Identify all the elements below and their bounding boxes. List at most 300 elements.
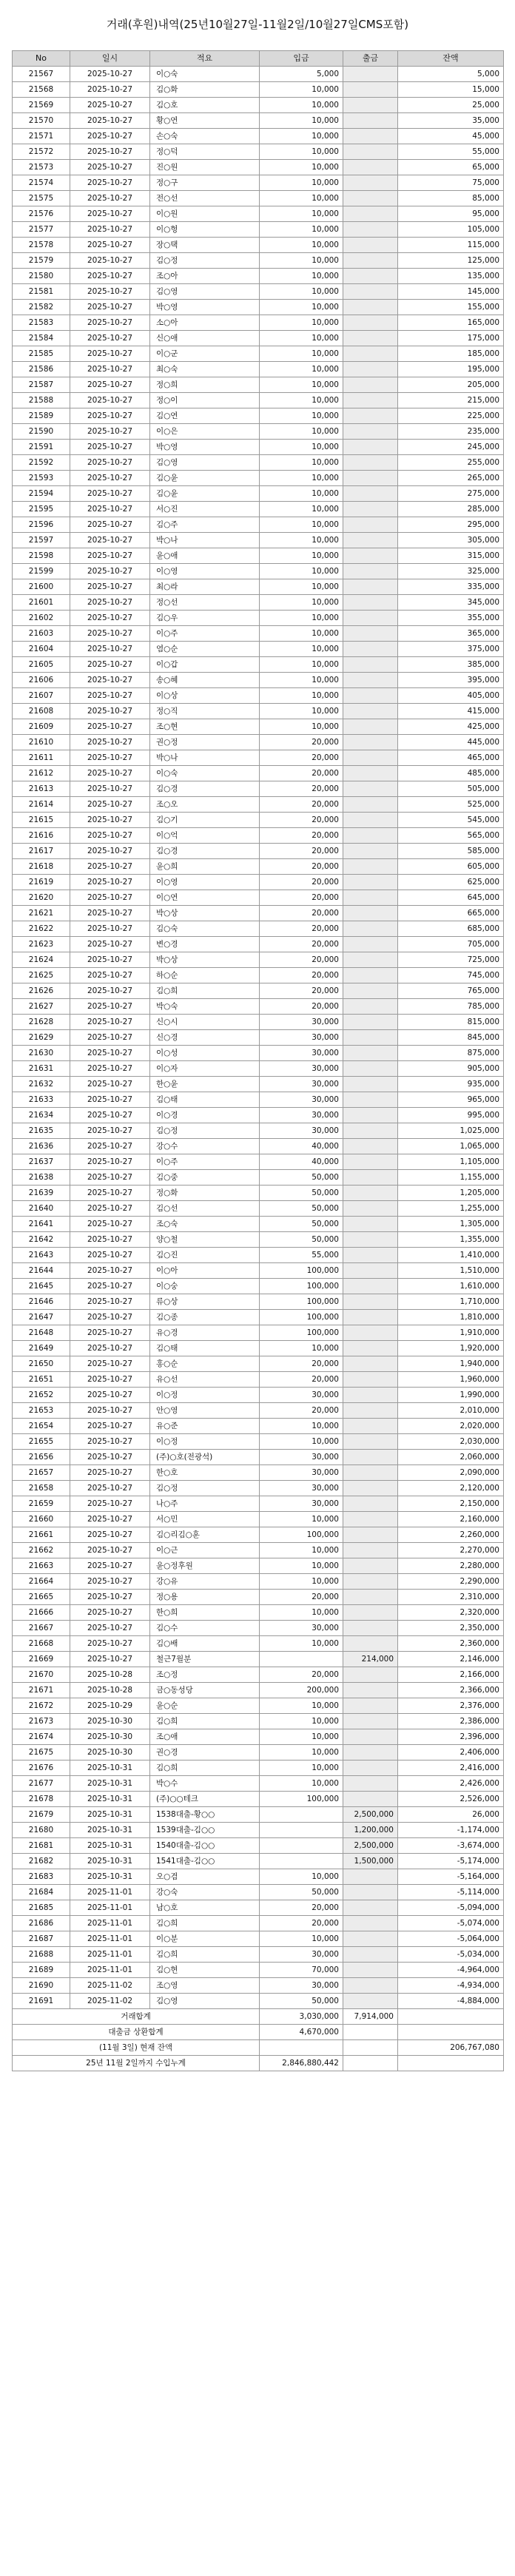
table-row bbox=[13, 1356, 504, 1372]
row-date: 2025-10-27 bbox=[70, 1201, 150, 1217]
row-withdrawal bbox=[343, 859, 398, 875]
row-withdrawal bbox=[343, 657, 398, 673]
row-withdrawal bbox=[343, 1978, 398, 1994]
row-date: 2025-10-27 bbox=[70, 1046, 150, 1061]
row-no: 21618 bbox=[13, 859, 70, 875]
row-withdrawal bbox=[343, 1388, 398, 1403]
row-memo: 김○경 bbox=[150, 781, 260, 797]
row-no: 21624 bbox=[13, 952, 70, 968]
row-balance: 2,366,000 bbox=[398, 1683, 504, 1698]
row-date: 2025-10-27 bbox=[70, 999, 150, 1015]
row-no: 21623 bbox=[13, 937, 70, 952]
row-withdrawal bbox=[343, 1590, 398, 1605]
row-deposit: 30,000 bbox=[260, 1621, 343, 1636]
table-row bbox=[13, 67, 504, 82]
row-date: 2025-10-27 bbox=[70, 657, 150, 673]
row-balance: 1,610,000 bbox=[398, 1279, 504, 1294]
row-deposit: 10,000 bbox=[260, 1419, 343, 1434]
row-date: 2025-10-27 bbox=[70, 206, 150, 222]
row-date: 2025-10-31 bbox=[70, 1792, 150, 1807]
row-balance: 2,350,000 bbox=[398, 1621, 504, 1636]
row-date: 2025-10-27 bbox=[70, 1543, 150, 1558]
row-deposit: 40,000 bbox=[260, 1154, 343, 1170]
table-row bbox=[13, 999, 504, 1015]
row-memo: 김○숙 bbox=[150, 921, 260, 937]
row-deposit: 10,000 bbox=[260, 1729, 343, 1745]
row-withdrawal bbox=[343, 393, 398, 408]
row-balance: 505,000 bbox=[398, 781, 504, 797]
row-no: 21581 bbox=[13, 284, 70, 300]
row-no: 21597 bbox=[13, 533, 70, 548]
row-date: 2025-10-27 bbox=[70, 735, 150, 750]
table-row bbox=[13, 1605, 504, 1621]
row-balance: 965,000 bbox=[398, 1092, 504, 1108]
row-deposit: 10,000 bbox=[260, 471, 343, 486]
table-row bbox=[13, 688, 504, 704]
row-withdrawal bbox=[343, 238, 398, 253]
row-withdrawal bbox=[343, 1263, 398, 1279]
table-row bbox=[13, 890, 504, 906]
row-balance: 215,000 bbox=[398, 393, 504, 408]
table-row bbox=[13, 1761, 504, 1776]
table-row bbox=[13, 1030, 504, 1046]
row-balance: 1,065,000 bbox=[398, 1139, 504, 1154]
row-date: 2025-10-27 bbox=[70, 377, 150, 393]
row-balance: -5,094,000 bbox=[398, 1900, 504, 1916]
row-no: 21596 bbox=[13, 517, 70, 533]
current-balance-row bbox=[13, 2040, 504, 2056]
row-balance: 2,166,000 bbox=[398, 1667, 504, 1683]
row-withdrawal bbox=[343, 502, 398, 517]
table-row bbox=[13, 455, 504, 471]
row-deposit: 50,000 bbox=[260, 1170, 343, 1186]
row-withdrawal: 214,000 bbox=[343, 1652, 398, 1667]
row-memo: 박○수 bbox=[150, 1776, 260, 1792]
row-date: 2025-10-31 bbox=[70, 1838, 150, 1854]
row-deposit: 10,000 bbox=[260, 315, 343, 331]
row-memo: 이○숙 bbox=[150, 766, 260, 781]
row-no: 21583 bbox=[13, 315, 70, 331]
row-deposit: 10,000 bbox=[260, 129, 343, 144]
row-balance: 995,000 bbox=[398, 1108, 504, 1123]
row-withdrawal bbox=[343, 1248, 398, 1263]
row-withdrawal bbox=[343, 1496, 398, 1512]
row-balance: 565,000 bbox=[398, 828, 504, 844]
row-memo: 이○군 bbox=[150, 346, 260, 362]
row-withdrawal bbox=[343, 533, 398, 548]
row-no: 21666 bbox=[13, 1605, 70, 1621]
row-memo: 김○수 bbox=[150, 1621, 260, 1636]
header-withdrawal: 출금 bbox=[343, 51, 398, 67]
row-deposit: 30,000 bbox=[260, 1108, 343, 1123]
row-deposit: 50,000 bbox=[260, 1885, 343, 1900]
table-row bbox=[13, 1838, 504, 1854]
row-date: 2025-10-27 bbox=[70, 766, 150, 781]
row-deposit: 10,000 bbox=[260, 657, 343, 673]
row-memo: 김○희 bbox=[150, 983, 260, 999]
row-date: 2025-10-27 bbox=[70, 1232, 150, 1248]
row-balance: 465,000 bbox=[398, 750, 504, 766]
row-withdrawal bbox=[343, 315, 398, 331]
row-withdrawal bbox=[343, 1403, 398, 1419]
loan-repay-label: 대출금 상환합계 bbox=[13, 2025, 260, 2040]
table-row bbox=[13, 952, 504, 968]
row-deposit: 20,000 bbox=[260, 1356, 343, 1372]
row-no: 21589 bbox=[13, 408, 70, 424]
row-withdrawal bbox=[343, 595, 398, 611]
row-memo: 김○주 bbox=[150, 517, 260, 533]
row-balance: 385,000 bbox=[398, 657, 504, 673]
row-date: 2025-10-27 bbox=[70, 1030, 150, 1046]
row-date: 2025-10-27 bbox=[70, 1123, 150, 1139]
table-row bbox=[13, 471, 504, 486]
row-balance: 335,000 bbox=[398, 579, 504, 595]
row-memo: 염○순 bbox=[150, 642, 260, 657]
row-balance: 705,000 bbox=[398, 937, 504, 952]
row-deposit: 20,000 bbox=[260, 952, 343, 968]
row-date: 2025-10-27 bbox=[70, 719, 150, 735]
row-withdrawal bbox=[343, 1341, 398, 1356]
row-withdrawal bbox=[343, 98, 398, 113]
row-deposit: 20,000 bbox=[260, 844, 343, 859]
row-deposit: 100,000 bbox=[260, 1310, 343, 1325]
row-no: 21671 bbox=[13, 1683, 70, 1698]
row-withdrawal bbox=[343, 1543, 398, 1558]
table-row bbox=[13, 1621, 504, 1636]
row-memo: 이○상 bbox=[150, 688, 260, 704]
row-date: 2025-10-28 bbox=[70, 1667, 150, 1683]
row-no: 21651 bbox=[13, 1372, 70, 1388]
table-row bbox=[13, 1139, 504, 1154]
row-no: 21645 bbox=[13, 1279, 70, 1294]
header-row bbox=[13, 51, 504, 67]
cumulative-income-row bbox=[13, 2056, 504, 2071]
row-deposit: 10,000 bbox=[260, 144, 343, 160]
row-memo: 김○태 bbox=[150, 1092, 260, 1108]
row-balance: 285,000 bbox=[398, 502, 504, 517]
row-withdrawal bbox=[343, 113, 398, 129]
cumulative-income-empty-2 bbox=[398, 2056, 504, 2071]
row-withdrawal bbox=[343, 1108, 398, 1123]
table-row bbox=[13, 1496, 504, 1512]
row-deposit: 10,000 bbox=[260, 719, 343, 735]
row-deposit: 20,000 bbox=[260, 890, 343, 906]
row-deposit bbox=[260, 1823, 343, 1838]
row-no: 21635 bbox=[13, 1123, 70, 1139]
row-withdrawal bbox=[343, 1154, 398, 1170]
row-withdrawal bbox=[343, 611, 398, 626]
row-memo: 전○선 bbox=[150, 191, 260, 206]
row-memo: 최○숙 bbox=[150, 362, 260, 377]
header-no: No bbox=[13, 51, 70, 67]
row-withdrawal bbox=[343, 1015, 398, 1030]
cumulative-income-empty-1 bbox=[343, 2056, 398, 2071]
row-date: 2025-10-27 bbox=[70, 1310, 150, 1325]
row-no: 21634 bbox=[13, 1108, 70, 1123]
table-row bbox=[13, 269, 504, 284]
row-date: 2025-10-27 bbox=[70, 642, 150, 657]
row-no: 21616 bbox=[13, 828, 70, 844]
row-balance: 1,025,000 bbox=[398, 1123, 504, 1139]
row-memo: 나○주 bbox=[150, 1496, 260, 1512]
table-row bbox=[13, 533, 504, 548]
row-memo: 철근7월분 bbox=[150, 1652, 260, 1667]
row-deposit: 10,000 bbox=[260, 331, 343, 346]
row-deposit: 20,000 bbox=[260, 968, 343, 983]
row-date: 2025-10-27 bbox=[70, 1450, 150, 1465]
row-balance: -5,164,000 bbox=[398, 1869, 504, 1885]
row-no: 21642 bbox=[13, 1232, 70, 1248]
row-no: 21688 bbox=[13, 1947, 70, 1963]
row-deposit: 100,000 bbox=[260, 1325, 343, 1341]
table-row bbox=[13, 1170, 504, 1186]
table-row bbox=[13, 1419, 504, 1434]
row-memo: 이○영 bbox=[150, 875, 260, 890]
row-date: 2025-10-27 bbox=[70, 144, 150, 160]
row-deposit: 10,000 bbox=[260, 1574, 343, 1590]
table-row bbox=[13, 408, 504, 424]
row-balance: 605,000 bbox=[398, 859, 504, 875]
row-no: 21664 bbox=[13, 1574, 70, 1590]
row-date: 2025-10-31 bbox=[70, 1869, 150, 1885]
row-no: 21670 bbox=[13, 1667, 70, 1683]
table-row bbox=[13, 844, 504, 859]
row-date: 2025-10-27 bbox=[70, 828, 150, 844]
row-no: 21639 bbox=[13, 1186, 70, 1201]
row-deposit: 10,000 bbox=[260, 486, 343, 502]
row-withdrawal bbox=[343, 1885, 398, 1900]
row-memo: 권○정 bbox=[150, 735, 260, 750]
row-memo: 금○동성당 bbox=[150, 1683, 260, 1698]
row-balance: 265,000 bbox=[398, 471, 504, 486]
row-deposit: 10,000 bbox=[260, 238, 343, 253]
row-withdrawal bbox=[343, 1667, 398, 1683]
table-row bbox=[13, 1729, 504, 1745]
row-no: 21588 bbox=[13, 393, 70, 408]
row-no: 21576 bbox=[13, 206, 70, 222]
row-deposit: 10,000 bbox=[260, 362, 343, 377]
row-balance: 815,000 bbox=[398, 1015, 504, 1030]
row-memo: 김○희 bbox=[150, 1761, 260, 1776]
row-deposit: 30,000 bbox=[260, 1030, 343, 1046]
row-withdrawal bbox=[343, 377, 398, 393]
table-row bbox=[13, 1046, 504, 1061]
row-withdrawal bbox=[343, 346, 398, 362]
row-memo: 김○연 bbox=[150, 408, 260, 424]
row-deposit: 10,000 bbox=[260, 98, 343, 113]
row-date: 2025-10-27 bbox=[70, 983, 150, 999]
row-deposit: 50,000 bbox=[260, 1217, 343, 1232]
row-memo: 황○연 bbox=[150, 113, 260, 129]
row-date: 2025-10-27 bbox=[70, 1372, 150, 1388]
row-balance: 185,000 bbox=[398, 346, 504, 362]
table-row bbox=[13, 1077, 504, 1092]
cumulative-income-value: 2,846,880,442 bbox=[260, 2056, 343, 2071]
table-row bbox=[13, 1341, 504, 1356]
table-row bbox=[13, 1527, 504, 1543]
row-no: 21659 bbox=[13, 1496, 70, 1512]
row-date: 2025-10-27 bbox=[70, 813, 150, 828]
row-balance: -5,034,000 bbox=[398, 1947, 504, 1963]
row-no: 21654 bbox=[13, 1419, 70, 1434]
row-date: 2025-10-27 bbox=[70, 952, 150, 968]
row-date: 2025-11-01 bbox=[70, 1947, 150, 1963]
row-withdrawal bbox=[343, 1279, 398, 1294]
row-date: 2025-10-27 bbox=[70, 1248, 150, 1263]
row-no: 21609 bbox=[13, 719, 70, 735]
row-no: 21578 bbox=[13, 238, 70, 253]
row-memo: 조○숙 bbox=[150, 1217, 260, 1232]
table-row bbox=[13, 906, 504, 921]
row-date: 2025-10-27 bbox=[70, 921, 150, 937]
table-row bbox=[13, 1248, 504, 1263]
row-no: 21569 bbox=[13, 98, 70, 113]
row-memo: 조○아 bbox=[150, 269, 260, 284]
row-balance: 195,000 bbox=[398, 362, 504, 377]
table-row bbox=[13, 1558, 504, 1574]
row-balance: -4,884,000 bbox=[398, 1994, 504, 2009]
current-balance-label: (11월 3일) 현재 잔액 bbox=[13, 2040, 260, 2056]
row-no: 21676 bbox=[13, 1761, 70, 1776]
row-date: 2025-10-27 bbox=[70, 1419, 150, 1434]
current-balance-empty-1 bbox=[260, 2040, 343, 2056]
row-balance: 425,000 bbox=[398, 719, 504, 735]
row-deposit: 10,000 bbox=[260, 82, 343, 98]
row-deposit: 200,000 bbox=[260, 1683, 343, 1698]
table-row bbox=[13, 129, 504, 144]
row-balance: -5,074,000 bbox=[398, 1916, 504, 1931]
row-date: 2025-10-27 bbox=[70, 300, 150, 315]
row-memo: 이○경 bbox=[150, 1108, 260, 1123]
row-memo: 윤○정후원 bbox=[150, 1558, 260, 1574]
table-row bbox=[13, 1652, 504, 1667]
row-no: 21678 bbox=[13, 1792, 70, 1807]
current-balance-value: 206,767,080 bbox=[398, 2040, 504, 2056]
row-balance: 745,000 bbox=[398, 968, 504, 983]
row-balance: 785,000 bbox=[398, 999, 504, 1015]
row-memo: 이○주 bbox=[150, 1154, 260, 1170]
row-deposit: 10,000 bbox=[260, 626, 343, 642]
row-memo: 박○영 bbox=[150, 440, 260, 455]
row-balance: 35,000 bbox=[398, 113, 504, 129]
row-memo: 김○영 bbox=[150, 455, 260, 471]
row-memo: 한○윤 bbox=[150, 1077, 260, 1092]
row-withdrawal: 2,500,000 bbox=[343, 1807, 398, 1823]
row-no: 21577 bbox=[13, 222, 70, 238]
row-no: 21573 bbox=[13, 160, 70, 175]
row-memo: 김○정 bbox=[150, 1481, 260, 1496]
row-balance: 2,376,000 bbox=[398, 1698, 504, 1714]
row-deposit: 30,000 bbox=[260, 1481, 343, 1496]
row-withdrawal bbox=[343, 1605, 398, 1621]
row-balance: 85,000 bbox=[398, 191, 504, 206]
row-date: 2025-10-27 bbox=[70, 890, 150, 906]
row-no: 21647 bbox=[13, 1310, 70, 1325]
row-deposit: 20,000 bbox=[260, 766, 343, 781]
row-date: 2025-10-27 bbox=[70, 1558, 150, 1574]
row-memo: 홍○순 bbox=[150, 1356, 260, 1372]
row-deposit: 10,000 bbox=[260, 1931, 343, 1947]
row-deposit: 10,000 bbox=[260, 564, 343, 579]
row-withdrawal bbox=[343, 1356, 398, 1372]
row-date: 2025-10-31 bbox=[70, 1776, 150, 1792]
row-withdrawal bbox=[343, 735, 398, 750]
header-deposit: 입금 bbox=[260, 51, 343, 67]
table-row bbox=[13, 191, 504, 206]
row-memo: 조○현 bbox=[150, 719, 260, 735]
row-deposit: 20,000 bbox=[260, 1667, 343, 1683]
row-withdrawal bbox=[343, 642, 398, 657]
table-row bbox=[13, 1232, 504, 1248]
row-withdrawal bbox=[343, 1061, 398, 1077]
row-withdrawal bbox=[343, 1046, 398, 1061]
row-date: 2025-10-27 bbox=[70, 968, 150, 983]
row-deposit: 30,000 bbox=[260, 1046, 343, 1061]
table-row bbox=[13, 813, 504, 828]
row-date: 2025-10-27 bbox=[70, 517, 150, 533]
row-withdrawal bbox=[343, 67, 398, 82]
row-withdrawal bbox=[343, 875, 398, 890]
table-row bbox=[13, 1201, 504, 1217]
table-row bbox=[13, 300, 504, 315]
row-memo: 김○화 bbox=[150, 82, 260, 98]
row-balance: 2,010,000 bbox=[398, 1403, 504, 1419]
table-row bbox=[13, 1636, 504, 1652]
row-balance: 875,000 bbox=[398, 1046, 504, 1061]
row-date: 2025-10-27 bbox=[70, 1139, 150, 1154]
row-no: 21611 bbox=[13, 750, 70, 766]
cumulative-income-label: 25년 11월 2일까지 수입누계 bbox=[13, 2056, 260, 2071]
row-balance: 2,060,000 bbox=[398, 1450, 504, 1465]
row-date: 2025-10-30 bbox=[70, 1729, 150, 1745]
row-no: 21580 bbox=[13, 269, 70, 284]
row-deposit: 30,000 bbox=[260, 1015, 343, 1030]
row-memo: 김○희 bbox=[150, 1916, 260, 1931]
row-date: 2025-10-27 bbox=[70, 1481, 150, 1496]
row-no: 21649 bbox=[13, 1341, 70, 1356]
table-row bbox=[13, 502, 504, 517]
row-withdrawal bbox=[343, 129, 398, 144]
row-memo: 유○준 bbox=[150, 1419, 260, 1434]
row-no: 21586 bbox=[13, 362, 70, 377]
row-deposit: 30,000 bbox=[260, 1388, 343, 1403]
row-balance: 2,386,000 bbox=[398, 1714, 504, 1729]
row-deposit: 30,000 bbox=[260, 1061, 343, 1077]
table-row bbox=[13, 642, 504, 657]
row-date: 2025-11-02 bbox=[70, 1978, 150, 1994]
row-no: 21582 bbox=[13, 300, 70, 315]
row-balance: 405,000 bbox=[398, 688, 504, 704]
row-no: 21575 bbox=[13, 191, 70, 206]
row-no: 21630 bbox=[13, 1046, 70, 1061]
row-date: 2025-10-27 bbox=[70, 175, 150, 191]
row-memo: 1541대출-김○○ bbox=[150, 1854, 260, 1869]
row-balance: 5,000 bbox=[398, 67, 504, 82]
row-deposit: 30,000 bbox=[260, 1123, 343, 1139]
row-balance: 445,000 bbox=[398, 735, 504, 750]
table-row bbox=[13, 486, 504, 502]
row-date: 2025-10-27 bbox=[70, 238, 150, 253]
row-withdrawal bbox=[343, 362, 398, 377]
table-row bbox=[13, 1698, 504, 1714]
table-row bbox=[13, 315, 504, 331]
row-balance: 105,000 bbox=[398, 222, 504, 238]
row-withdrawal bbox=[343, 548, 398, 564]
row-memo: 오○겸 bbox=[150, 1869, 260, 1885]
row-balance: 1,990,000 bbox=[398, 1388, 504, 1403]
row-date: 2025-10-27 bbox=[70, 1590, 150, 1605]
current-balance-empty-2 bbox=[343, 2040, 398, 2056]
